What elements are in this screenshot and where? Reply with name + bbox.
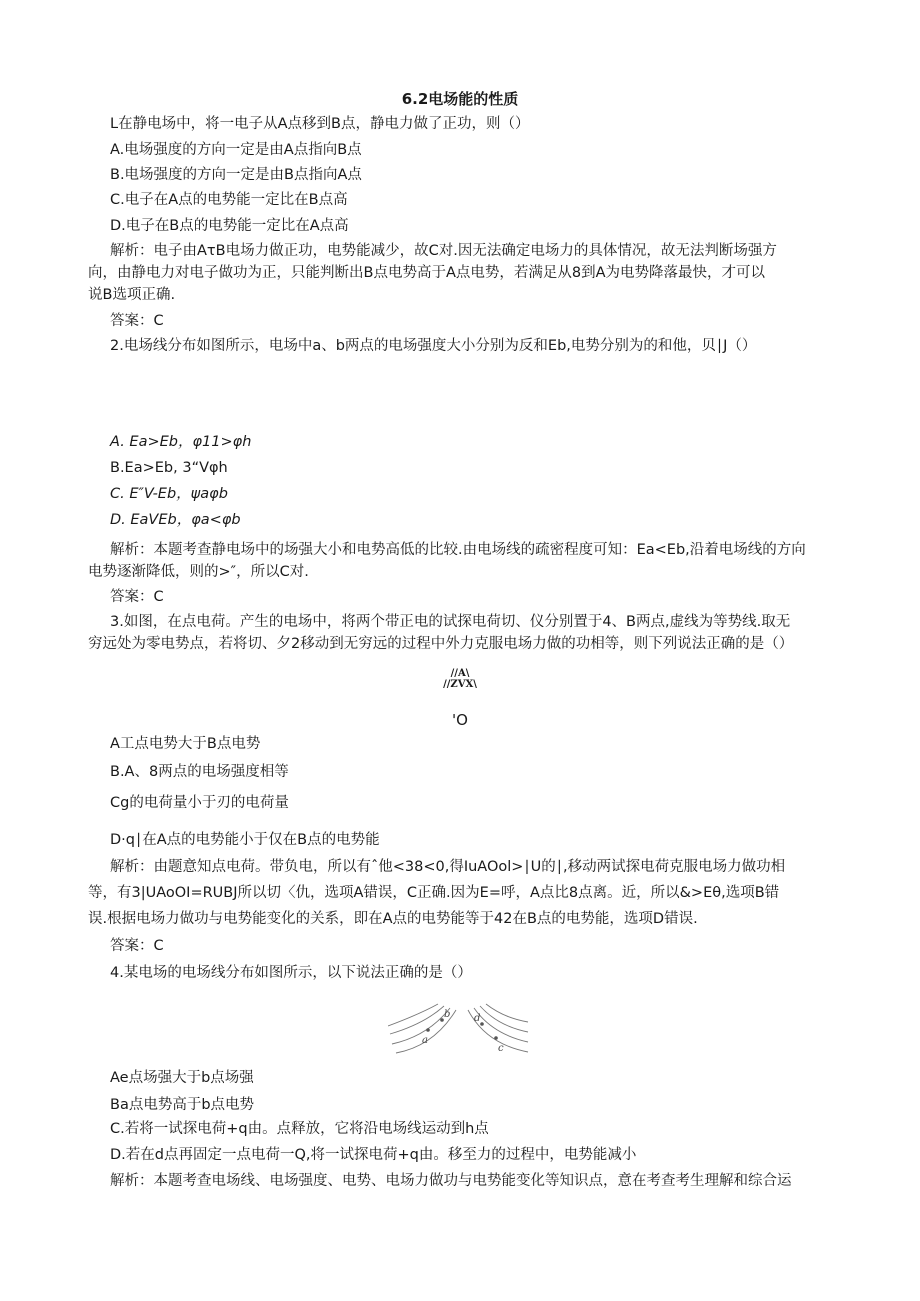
- q2-option-d: D. EaVEb，φa<φb: [110, 512, 241, 528]
- q1-analysis-line-1: 解析：电子由AτB电场力做正功，电势能减少，故C对.因无法确定电场力的具体情况，故无法判断场强方: [110, 243, 777, 259]
- field-line: [486, 1004, 528, 1022]
- q3-stem-line-1: 3.如图，在点电荷。产生的电场中，将两个带正电的试探电荷切、仪分别置于4、B两点,虚线为等势线.取无: [110, 614, 791, 630]
- point-d-label: d: [474, 1013, 481, 1024]
- q3-option-a: A工点电势大于B点电势: [110, 736, 261, 752]
- point-a-label: a: [422, 1035, 428, 1046]
- q2-option-b: B.Ea>Eb, 3“Vφh: [110, 460, 228, 476]
- point-c-dot: [494, 1036, 498, 1040]
- q1-analysis-line-3: 说B选项正确.: [88, 287, 176, 303]
- q1-option-a: A.电场强度的方向一定是由A点指向B点: [110, 142, 362, 158]
- q3-analysis-line-2: 等，有3|UAoOI=RUBJ所以切〈仇，选项A错误，C正确.因为E=呼，A点比8点离。近，所以&>Eθ,选项B错: [88, 885, 780, 901]
- q1-answer: 答案：C: [110, 313, 164, 329]
- q3-option-b: B.A、8两点的电场强度相等: [110, 764, 289, 780]
- point-c-label: c: [498, 1043, 504, 1054]
- q1-option-b: B.电场强度的方向一定是由B点指向A点: [110, 167, 362, 183]
- q3-option-c: Cg的电荷量小于刃的电荷量: [110, 795, 289, 811]
- q4-analysis-line-1: 解析：本题考查电场线、电场强度、电势、电场力做功与电势能变化等知识点，意在考查考生理解和综合运: [110, 1173, 792, 1189]
- q3-answer: 答案：C: [110, 938, 164, 954]
- q3-figure-line-1: //A\: [450, 668, 470, 679]
- q1-stem: L在静电场中，将一电子从A点移到B点，静电力做了正功，则（）: [110, 116, 530, 132]
- q2-option-c: C. E″V-Eb，ψaφb: [110, 486, 228, 502]
- field-line: [392, 1008, 450, 1044]
- field-line: [390, 1006, 444, 1034]
- q4-option-b: Ba点电势高于b点电势: [110, 1097, 255, 1113]
- q2-option-a: A. Ea>Eb，φ11>φh: [110, 434, 252, 450]
- q1-option-d: D.电子在B点的电势能一定比在A点高: [110, 218, 349, 234]
- page-title: 6.2电场能的性质: [401, 90, 519, 108]
- q3-option-d: D·q∣在A点的电势能小于仅在B点的电势能: [110, 832, 380, 848]
- q3-figure-line-2: //ZVX\: [443, 679, 477, 690]
- q3-analysis-line-1: 解析：由题意知点电荷。带负电，所以有ˆ他<38<0,得IuAOol>∣U的∣,移动两试探电荷克服电场力做功相: [110, 859, 786, 875]
- point-b-label: b: [444, 1009, 451, 1020]
- q3-stem-line-2: 穷远处为零电势点，若将切、夕2移动到无穷远的过程中外力克服电场力做的功相等，则下列说法正确的是（）: [88, 636, 794, 652]
- q2-answer: 答案：C: [110, 589, 164, 605]
- q4-stem: 4.某电场的电场线分布如图所示，以下说法正确的是（）: [110, 965, 472, 981]
- q3-figure-charge: 'O: [452, 711, 468, 729]
- q3-analysis-line-3: 误.根据电场力做功与电势能变化的关系，即在A点的电势能等于42在B点的电势能，选项D错误.: [88, 911, 698, 927]
- q4-option-d: D.若在d点再固定一点电荷一Q,将一试探电荷+q由。移至力的过程中，电势能减小: [110, 1147, 637, 1163]
- q4-field-line-figure: [388, 1000, 530, 1056]
- q4-option-c: C.若将一试探电荷+q由。点释放，它将沿电场线运动到h点: [110, 1121, 489, 1137]
- field-line: [480, 1006, 528, 1032]
- q4-option-a: Ae点场强大于b点场强: [110, 1070, 254, 1086]
- q2-analysis-line-1: 解析：本题考查静电场中的场强大小和电势高低的比较.由电场线的疏密程度可知：Ea<Eb,沿着电场线的方向: [110, 542, 806, 558]
- q2-stem: 2.电场线分布如图所示，电场中a、b两点的电场强度大小分别为反和Eb,电势分别为的和他，贝∣J（）: [110, 338, 757, 354]
- point-d-dot: [480, 1022, 484, 1026]
- point-a-dot: [426, 1028, 430, 1032]
- q2-analysis-line-2: 电势逐渐降低，则的>″，所以C对.: [88, 564, 309, 580]
- q1-analysis-line-2: 向，由静电力对电子做功为正，只能判断出B点电势高于A点电势，若满足从8到A为电势降落最快，才可以: [88, 265, 766, 281]
- field-line: [388, 1004, 438, 1026]
- q1-option-c: C.电子在A点的电势能一定比在B点高: [110, 192, 348, 208]
